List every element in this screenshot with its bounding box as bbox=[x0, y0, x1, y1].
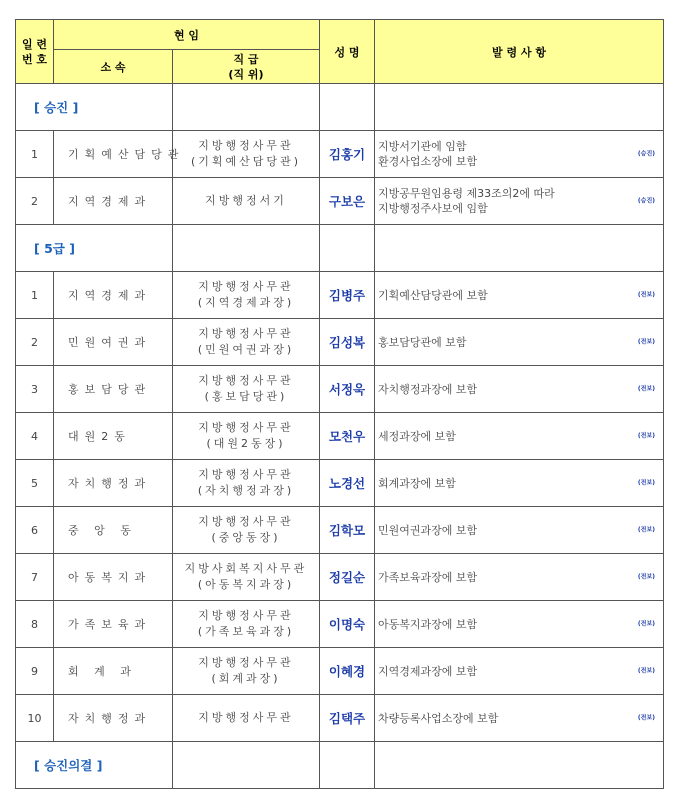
action-tag: (승진) bbox=[637, 150, 655, 158]
action-cell bbox=[375, 601, 664, 648]
grade-cell: 지방행정사무관 bbox=[173, 695, 320, 742]
action-cell bbox=[375, 178, 664, 225]
table-row bbox=[16, 272, 664, 319]
action-text: 차량등록사업소장에 보함 bbox=[378, 711, 499, 725]
row-number: 10 bbox=[16, 695, 54, 742]
action-tag: (전보) bbox=[637, 432, 655, 440]
action-cell bbox=[375, 366, 664, 413]
action-text: 홍보담당관에 보함 bbox=[378, 335, 467, 349]
header-dept: 소 속 bbox=[54, 50, 173, 84]
section-empty-name bbox=[320, 84, 375, 131]
section-empty-grade bbox=[173, 84, 320, 131]
action-text: 기획예산담당관에 보함 bbox=[378, 288, 488, 302]
table-row bbox=[16, 131, 664, 178]
section-empty-name bbox=[320, 742, 375, 789]
section-empty-grade bbox=[173, 225, 320, 272]
grade-cell: 지방행정사무관 (가족보육과장) bbox=[173, 601, 320, 648]
row-number: 9 bbox=[16, 648, 54, 695]
dept-cell: 자치행정과 bbox=[54, 460, 173, 507]
section-row bbox=[16, 742, 664, 789]
grade-cell: 지방행정사무관 (자치행정과장) bbox=[173, 460, 320, 507]
action-text: 민원여권과장에 보함 bbox=[378, 523, 478, 537]
section-empty-name bbox=[320, 225, 375, 272]
table-row bbox=[16, 648, 664, 695]
name-cell: 김홍기 bbox=[320, 131, 375, 178]
action-text: 세정과장에 보함 bbox=[378, 429, 456, 443]
section-title: [ 승진의결 ] bbox=[16, 742, 173, 789]
action-text: 지역경제과장에 보함 bbox=[378, 664, 478, 678]
action-text: 회계과장에 보함 bbox=[378, 476, 456, 490]
section-empty-action bbox=[375, 225, 664, 272]
action-text: 지방공무원임용령 제33조의2에 따라 지방행정주사보에 임함 bbox=[378, 187, 555, 215]
action-text: 지방서기관에 임함 환경사업소장에 보함 bbox=[378, 140, 478, 168]
header-action: 발 령 사 항 bbox=[375, 20, 664, 84]
action-cell bbox=[375, 648, 664, 695]
grade-cell: 지방행정사무관 (중앙동장) bbox=[173, 507, 320, 554]
table-row bbox=[16, 460, 664, 507]
dept-cell: 중 앙 동 bbox=[54, 507, 173, 554]
grade-cell: 지방사회복지사무관 (아동복지과장) bbox=[173, 554, 320, 601]
action-text: 자치행정과장에 보함 bbox=[378, 382, 478, 396]
action-cell bbox=[375, 413, 664, 460]
name-cell: 노경선 bbox=[320, 460, 375, 507]
action-tag: (승진) bbox=[637, 197, 655, 205]
table-row bbox=[16, 554, 664, 601]
section-row bbox=[16, 225, 664, 272]
dept-cell: 회 계 과 bbox=[54, 648, 173, 695]
action-tag: (전보) bbox=[637, 714, 655, 722]
name-cell: 이명숙 bbox=[320, 601, 375, 648]
grade-cell: 지방행정사무관 (지역경제과장) bbox=[173, 272, 320, 319]
action-tag: (전보) bbox=[637, 291, 655, 299]
action-cell bbox=[375, 460, 664, 507]
table-row bbox=[16, 601, 664, 648]
row-number: 1 bbox=[16, 272, 54, 319]
row-number: 1 bbox=[16, 131, 54, 178]
name-cell: 정길순 bbox=[320, 554, 375, 601]
name-cell: 김성복 bbox=[320, 319, 375, 366]
dept-cell: 자치행정과 bbox=[54, 695, 173, 742]
grade-cell: 지방행정사무관 (민원여권과장) bbox=[173, 319, 320, 366]
table-row bbox=[16, 319, 664, 366]
table-row bbox=[16, 695, 664, 742]
action-text: 아동복지과장에 보함 bbox=[378, 617, 478, 631]
action-tag: (전보) bbox=[637, 479, 655, 487]
dept-cell: 지역경제과 bbox=[54, 178, 173, 225]
personnel-table bbox=[15, 19, 664, 789]
section-title: [ 5급 ] bbox=[16, 225, 173, 272]
action-tag: (전보) bbox=[637, 385, 655, 393]
row-number: 3 bbox=[16, 366, 54, 413]
header-row-no: 일 련 번 호 bbox=[16, 20, 54, 84]
action-cell bbox=[375, 319, 664, 366]
action-cell bbox=[375, 272, 664, 319]
dept-cell: 민원여권과 bbox=[54, 319, 173, 366]
action-cell bbox=[375, 695, 664, 742]
table-row bbox=[16, 366, 664, 413]
action-cell bbox=[375, 507, 664, 554]
section-empty-grade bbox=[173, 742, 320, 789]
row-number: 2 bbox=[16, 319, 54, 366]
name-cell: 모천우 bbox=[320, 413, 375, 460]
grade-cell: 지방행정서기 bbox=[173, 178, 320, 225]
section-row bbox=[16, 84, 664, 131]
header-grade: 직 급 (직 위) bbox=[173, 50, 320, 84]
section-empty-action bbox=[375, 742, 664, 789]
dept-cell: 대원2동 bbox=[54, 413, 173, 460]
table-row bbox=[16, 178, 664, 225]
dept-cell: 기획예산담당관 bbox=[54, 131, 173, 178]
name-cell: 이혜경 bbox=[320, 648, 375, 695]
row-number: 6 bbox=[16, 507, 54, 554]
row-number: 4 bbox=[16, 413, 54, 460]
dept-cell: 지역경제과 bbox=[54, 272, 173, 319]
action-text: 가족보육과장에 보함 bbox=[378, 570, 478, 584]
row-number: 8 bbox=[16, 601, 54, 648]
dept-cell: 가족보육과 bbox=[54, 601, 173, 648]
name-cell: 서정욱 bbox=[320, 366, 375, 413]
section-title: [ 승진 ] bbox=[16, 84, 173, 131]
dept-cell: 홍보담당관 bbox=[54, 366, 173, 413]
action-cell bbox=[375, 554, 664, 601]
table-row bbox=[16, 413, 664, 460]
grade-cell: 지방행정사무관 (기획예산담당관) bbox=[173, 131, 320, 178]
grade-cell: 지방행정사무관 (홍보담당관) bbox=[173, 366, 320, 413]
header-current: 현 임 bbox=[54, 20, 320, 50]
grade-cell: 지방행정사무관 (회계과장) bbox=[173, 648, 320, 695]
grade-cell: 지방행정사무관 (대원2동장) bbox=[173, 413, 320, 460]
action-tag: (전보) bbox=[637, 667, 655, 675]
table-row bbox=[16, 507, 664, 554]
action-tag: (전보) bbox=[637, 620, 655, 628]
name-cell: 구보은 bbox=[320, 178, 375, 225]
header-name: 성 명 bbox=[320, 20, 375, 84]
section-empty-action bbox=[375, 84, 664, 131]
name-cell: 김택주 bbox=[320, 695, 375, 742]
name-cell: 김병주 bbox=[320, 272, 375, 319]
dept-cell: 아동복지과 bbox=[54, 554, 173, 601]
row-number: 7 bbox=[16, 554, 54, 601]
row-number: 5 bbox=[16, 460, 54, 507]
action-tag: (전보) bbox=[637, 526, 655, 534]
name-cell: 김학모 bbox=[320, 507, 375, 554]
action-tag: (전보) bbox=[637, 573, 655, 581]
action-cell bbox=[375, 131, 664, 178]
row-number: 2 bbox=[16, 178, 54, 225]
action-tag: (전보) bbox=[637, 338, 655, 346]
